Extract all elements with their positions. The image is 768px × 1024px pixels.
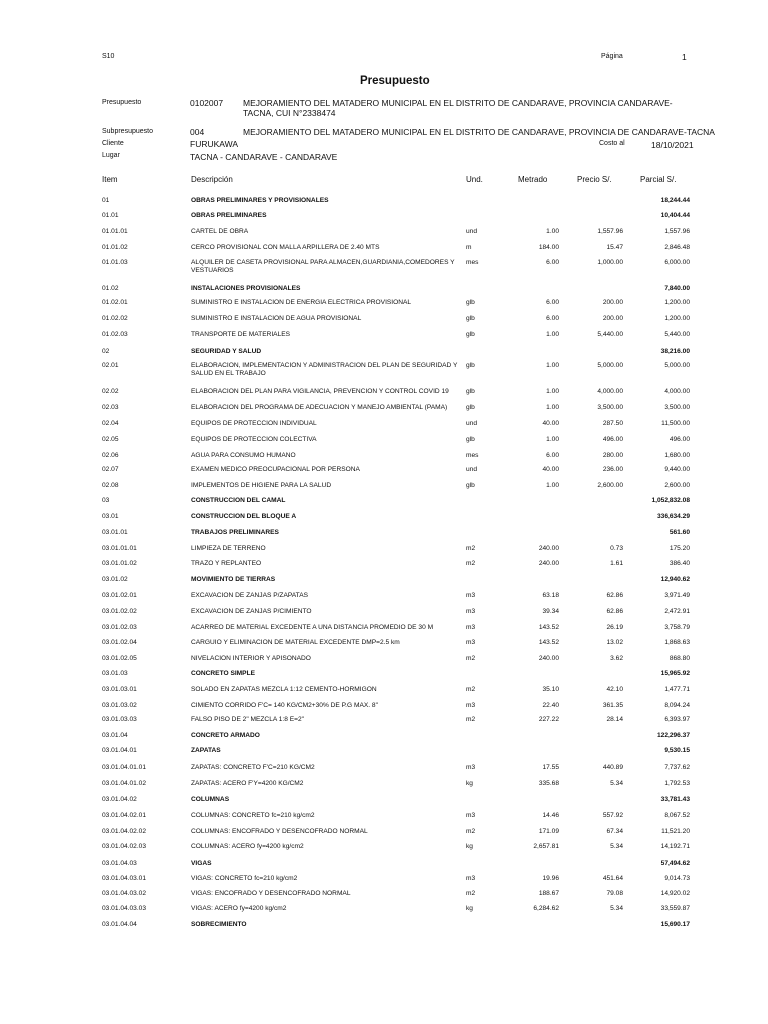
row-unit: kg xyxy=(466,780,473,787)
row-unit: kg xyxy=(466,843,473,850)
row-parcial: 5,440.00 xyxy=(664,331,690,338)
row-item: 02.01 xyxy=(102,362,119,369)
row-description: ZAPATAS: CONCRETO F'C=210 KG/CM2 xyxy=(191,764,315,771)
row-unit: kg xyxy=(466,905,473,912)
row-precio: 3,500.00 xyxy=(597,404,623,411)
row-precio: 42.10 xyxy=(606,686,623,693)
row-parcial: 57,494.62 xyxy=(660,860,690,867)
row-metrado: 6.00 xyxy=(546,299,559,306)
row-parcial: 9,440.00 xyxy=(664,466,690,473)
costo-label: Costo al xyxy=(599,140,625,147)
row-description: ALQUILER DE CASETA PROVISIONAL PARA ALMACEN,GUARDIANIA,COMEDORES Y VESTUARIOS xyxy=(191,259,455,274)
row-item: 02 xyxy=(102,348,110,355)
row-item: 03.01.03.02 xyxy=(102,702,137,709)
row-description: SEGURIDAD Y SALUD xyxy=(191,348,262,355)
costo-date: 18/10/2021 xyxy=(651,140,694,150)
row-parcial: 1,868.63 xyxy=(664,639,690,646)
row-metrado: 6.00 xyxy=(546,452,559,459)
row-precio: 62.86 xyxy=(606,592,623,599)
row-item: 03.01 xyxy=(102,513,119,520)
lugar-label: Lugar xyxy=(102,152,120,159)
subpresupuesto-code: 004 xyxy=(190,127,205,137)
row-parcial: 336,634.29 xyxy=(656,513,690,520)
row-metrado: 240.00 xyxy=(538,545,559,552)
row-description: COLUMNAS xyxy=(191,796,230,803)
row-item: 01 xyxy=(102,197,110,204)
row-item: 03.01.04 xyxy=(102,732,128,739)
row-metrado: 184.00 xyxy=(538,244,559,251)
row-parcial: 2,846.48 xyxy=(664,244,690,251)
row-metrado: 6,284.62 xyxy=(533,905,559,912)
row-item: 01.01.03 xyxy=(102,259,128,266)
row-unit: m3 xyxy=(466,624,476,631)
row-parcial: 15,690.17 xyxy=(660,921,690,928)
row-precio: 361.35 xyxy=(602,702,623,709)
row-description: EXCAVACION DE ZANJAS P/ZAPATAS xyxy=(191,592,308,599)
row-description: TRAZO Y REPLANTEO xyxy=(191,560,262,567)
row-description: SOBRECIMIENTO xyxy=(191,921,247,928)
row-parcial: 386.40 xyxy=(669,560,690,567)
row-parcial: 1,200.00 xyxy=(664,315,690,322)
row-description: CARTEL DE OBRA xyxy=(191,228,249,235)
row-parcial: 4,000.00 xyxy=(664,388,690,395)
row-unit: und xyxy=(466,420,478,427)
row-item: 03.01.02 xyxy=(102,576,128,583)
row-unit: mes xyxy=(466,259,479,266)
row-parcial: 1,680.00 xyxy=(664,452,690,459)
row-parcial: 7,737.62 xyxy=(664,764,690,771)
col-parcial: Parcial S/. xyxy=(640,175,677,184)
row-item: 03.01.04.02 xyxy=(102,796,137,803)
row-unit: m3 xyxy=(466,608,476,615)
row-description: INSTALACIONES PROVISIONALES xyxy=(191,285,301,292)
row-unit: m2 xyxy=(466,545,476,552)
row-item: 02.06 xyxy=(102,452,119,459)
row-precio: 0.73 xyxy=(610,545,623,552)
row-metrado: 2,657.81 xyxy=(533,843,559,850)
row-parcial: 6,000.00 xyxy=(664,259,690,266)
row-item: 03.01.04.04 xyxy=(102,921,137,928)
row-parcial: 7,840.00 xyxy=(664,285,690,292)
row-unit: glb xyxy=(466,436,475,443)
row-precio: 5.34 xyxy=(610,780,623,787)
row-unit: m3 xyxy=(466,702,476,709)
presupuesto-code: 0102007 xyxy=(190,98,224,108)
row-description: CERCO PROVISIONAL CON MALLA ARPILLERA DE 2.40 MTS xyxy=(191,244,380,251)
row-unit: mes xyxy=(466,452,479,459)
row-precio: 5.34 xyxy=(610,843,623,850)
row-precio: 5,000.00 xyxy=(597,362,623,369)
row-description: SUMINISTRO E INSTALACION DE ENERGIA ELECTRICA PROVISIONAL xyxy=(191,299,412,306)
row-description: VIGAS: ACERO fy=4200 kg/cm2 xyxy=(191,905,287,912)
row-unit: glb xyxy=(466,299,475,306)
row-parcial: 10,404.44 xyxy=(660,212,690,219)
row-unit: m3 xyxy=(466,764,476,771)
row-item: 03.01.01.02 xyxy=(102,560,137,567)
row-precio: 496.00 xyxy=(602,436,623,443)
row-metrado: 35.10 xyxy=(542,686,559,693)
row-item: 03.01.04.02.02 xyxy=(102,828,146,835)
row-item: 01.01.01 xyxy=(102,228,128,235)
row-metrado: 335.68 xyxy=(538,780,559,787)
row-description: TRANSPORTE DE MATERIALES xyxy=(191,331,291,338)
row-description: CIMIENTO CORRIDO F'C= 140 KG/CM2+30% DE P.G MAX. 8" xyxy=(191,702,378,709)
row-precio: 5.34 xyxy=(610,905,623,912)
row-precio: 236.00 xyxy=(602,466,623,473)
row-precio: 451.64 xyxy=(602,875,623,882)
row-item: 01.02.01 xyxy=(102,299,128,306)
row-metrado: 14.46 xyxy=(542,812,559,819)
row-description: EXCAVACION DE ZANJAS P/CIMIENTO xyxy=(191,608,312,615)
row-precio: 557.92 xyxy=(602,812,623,819)
row-item: 03.01.04.01.02 xyxy=(102,780,146,787)
row-unit: m2 xyxy=(466,655,476,662)
row-parcial: 38,216.00 xyxy=(660,348,690,355)
row-unit: m2 xyxy=(466,686,476,693)
row-metrado: 6.00 xyxy=(546,315,559,322)
row-description: NIVELACION INTERIOR Y APISONADO xyxy=(191,655,311,662)
row-metrado: 63.18 xyxy=(542,592,559,599)
presupuesto-description: MEJORAMIENTO DEL MATADERO MUNICIPAL EN EL DISTRITO DE CANDARAVE, PROVINCIA CANDARAVE-TACNA, CUI N°2338474 xyxy=(243,98,673,118)
page-label: Página xyxy=(601,53,623,60)
row-description: EQUIPOS DE PROTECCION COLECTIVA xyxy=(191,436,317,443)
row-precio: 2,600.00 xyxy=(597,482,623,489)
row-metrado: 40.00 xyxy=(542,420,559,427)
cliente-value: FURUKAWA xyxy=(190,139,239,149)
row-parcial: 1,477.71 xyxy=(664,686,690,693)
row-precio: 15.47 xyxy=(606,244,623,251)
col-und: Und. xyxy=(466,175,483,184)
row-metrado: 6.00 xyxy=(546,259,559,266)
cliente-label: Cliente xyxy=(102,140,124,147)
row-description: AGUA PARA CONSUMO HUMANO xyxy=(191,452,296,459)
lugar-value: TACNA - CANDARAVE - CANDARAVE xyxy=(190,152,338,162)
document-title: Presupuesto xyxy=(360,75,430,87)
row-metrado: 39.34 xyxy=(542,608,559,615)
row-item: 03.01.04.03.02 xyxy=(102,890,146,897)
row-parcial: 122,296.37 xyxy=(656,732,690,739)
row-precio: 67.34 xyxy=(606,828,623,835)
row-precio: 1,000.00 xyxy=(597,259,623,266)
row-description: FALSO PISO DE 2" MEZCLA 1:8 E=2" xyxy=(191,716,304,723)
row-description: COLUMNAS: ENCOFRADO Y DESENCOFRADO NORMAL xyxy=(191,828,368,835)
row-unit: glb xyxy=(466,482,475,489)
row-precio: 5,440.00 xyxy=(597,331,623,338)
row-metrado: 240.00 xyxy=(538,560,559,567)
row-parcial: 9,014.73 xyxy=(664,875,690,882)
row-item: 02.03 xyxy=(102,404,119,411)
row-unit: m2 xyxy=(466,560,476,567)
row-item: 03.01.04.02.01 xyxy=(102,812,146,819)
row-unit: m3 xyxy=(466,875,476,882)
row-parcial: 3,971.49 xyxy=(664,592,690,599)
row-parcial: 1,792.53 xyxy=(664,780,690,787)
row-unit: und xyxy=(466,466,478,473)
col-item: Item xyxy=(102,175,118,184)
row-metrado: 143.52 xyxy=(538,639,559,646)
row-description: EQUIPOS DE PROTECCION INDIVIDUAL xyxy=(191,420,317,427)
row-precio: 1.61 xyxy=(610,560,623,567)
row-metrado: 1.00 xyxy=(546,482,559,489)
row-parcial: 6,393.97 xyxy=(664,716,690,723)
row-parcial: 3,758.79 xyxy=(664,624,690,631)
col-precio: Precio S/. xyxy=(577,175,612,184)
row-precio: 3.62 xyxy=(610,655,623,662)
row-description: SUMINISTRO E INSTALACION DE AGUA PROVISIONAL xyxy=(191,315,362,322)
row-item: 02.05 xyxy=(102,436,119,443)
row-parcial: 175.20 xyxy=(669,545,690,552)
row-description: LIMPIEZA DE TERRENO xyxy=(191,545,266,552)
row-description: OBRAS PRELIMINARES xyxy=(191,212,267,219)
row-description: COLUMNAS: CONCRETO fc=210 kg/cm2 xyxy=(191,812,315,819)
row-item: 03.01.03.01 xyxy=(102,686,137,693)
row-metrado: 1.00 xyxy=(546,436,559,443)
row-item: 03.01.01 xyxy=(102,529,128,536)
row-parcial: 3,500.00 xyxy=(664,404,690,411)
row-parcial: 8,067.52 xyxy=(664,812,690,819)
row-metrado: 40.00 xyxy=(542,466,559,473)
row-metrado: 19.96 xyxy=(542,875,559,882)
row-parcial: 561.60 xyxy=(669,529,690,536)
row-item: 03.01.02.02 xyxy=(102,608,137,615)
row-item: 01.02 xyxy=(102,285,119,292)
row-parcial: 1,200.00 xyxy=(664,299,690,306)
row-precio: 200.00 xyxy=(602,299,623,306)
presupuesto-label: Presupuesto xyxy=(102,99,142,106)
row-parcial: 2,472.91 xyxy=(664,608,690,615)
row-description: VIGAS xyxy=(191,860,212,867)
row-unit: m3 xyxy=(466,639,476,646)
row-item: 03.01.03 xyxy=(102,670,128,677)
row-parcial: 33,559.87 xyxy=(660,905,690,912)
row-description: TRABAJOS PRELIMINARES xyxy=(191,529,279,536)
row-unit: m xyxy=(466,244,472,251)
row-description: ZAPATAS xyxy=(191,747,221,754)
col-metrado: Metrado xyxy=(518,175,548,184)
row-metrado: 188.67 xyxy=(538,890,559,897)
col-descripcion: Descripción xyxy=(191,175,233,184)
row-metrado: 1.00 xyxy=(546,331,559,338)
row-unit: glb xyxy=(466,388,475,395)
row-item: 02.04 xyxy=(102,420,119,427)
row-parcial: 496.00 xyxy=(669,436,690,443)
row-unit: m3 xyxy=(466,592,476,599)
row-metrado: 1.00 xyxy=(546,228,559,235)
row-parcial: 1,557.96 xyxy=(664,228,690,235)
row-description: SOLADO EN ZAPATAS MEZCLA 1:12 CEMENTO-HORMIGON xyxy=(191,686,377,693)
row-item: 01.01 xyxy=(102,212,119,219)
row-metrado: 1.00 xyxy=(546,362,559,369)
row-description: VIGAS: ENCOFRADO Y DESENCOFRADO NORMAL xyxy=(191,890,351,897)
row-metrado: 22.40 xyxy=(542,702,559,709)
row-unit: m2 xyxy=(466,890,476,897)
row-description: ELABORACION DEL PROGRAMA DE ADECUACION Y MANEJO AMBIENTAL (PAMA) xyxy=(191,404,448,411)
row-description: EXAMEN MEDICO PREOCUPACIONAL POR PERSONA xyxy=(191,466,360,473)
row-metrado: 227.22 xyxy=(538,716,559,723)
row-description: CONCRETO SIMPLE xyxy=(191,670,255,677)
row-description: IMPLEMENTOS DE HIGIENE PARA LA SALUD xyxy=(191,482,332,489)
row-item: 03.01.04.03.01 xyxy=(102,875,146,882)
row-parcial: 11,500.00 xyxy=(661,420,690,427)
row-item: 02.08 xyxy=(102,482,119,489)
row-parcial: 14,192.71 xyxy=(660,843,690,850)
row-unit: glb xyxy=(466,404,475,411)
row-item: 03.01.04.01 xyxy=(102,747,137,754)
row-parcial: 33,781.43 xyxy=(660,796,690,803)
row-precio: 280.00 xyxy=(602,452,623,459)
row-item: 03.01.01.01 xyxy=(102,545,137,552)
row-metrado: 17.55 xyxy=(542,764,559,771)
row-description: OBRAS PRELIMINARES Y PROVISIONALES xyxy=(191,197,329,204)
row-item: 03.01.02.01 xyxy=(102,592,137,599)
row-parcial: 2,600.00 xyxy=(664,482,690,489)
row-item: 03.01.02.05 xyxy=(102,655,137,662)
row-metrado: 1.00 xyxy=(546,404,559,411)
row-metrado: 240.00 xyxy=(538,655,559,662)
row-parcial: 868.80 xyxy=(669,655,690,662)
page-number: 1 xyxy=(682,52,687,62)
row-unit: glb xyxy=(466,362,475,369)
row-description: CONSTRUCCION DEL CAMAL xyxy=(191,497,286,504)
software-tag: S10 xyxy=(102,53,115,60)
subpresupuesto-label: Subpresupuesto xyxy=(102,128,153,135)
row-unit: glb xyxy=(466,315,475,322)
row-description: ELABORACION DEL PLAN PARA VIGILANCIA, PREVENCION Y CONTROL COVID 19 xyxy=(191,388,449,395)
row-item: 02.02 xyxy=(102,388,119,395)
row-parcial: 12,940.62 xyxy=(660,576,690,583)
row-item: 03.01.04.02.03 xyxy=(102,843,146,850)
row-parcial: 1,052,832.08 xyxy=(651,497,690,504)
row-parcial: 18,244.44 xyxy=(660,197,690,204)
row-item: 03.01.04.01.01 xyxy=(102,764,146,771)
row-parcial: 8,094.24 xyxy=(664,702,690,709)
row-parcial: 9,530.15 xyxy=(664,747,690,754)
row-metrado: 1.00 xyxy=(546,388,559,395)
row-description: CONSTRUCCION DEL BLOQUE A xyxy=(191,513,297,520)
row-item: 03.01.04.03.03 xyxy=(102,905,146,912)
row-item: 03.01.02.04 xyxy=(102,639,137,646)
row-precio: 26.19 xyxy=(606,624,623,631)
row-item: 03.01.02.03 xyxy=(102,624,137,631)
row-item: 02.07 xyxy=(102,466,119,473)
row-item: 01.02.03 xyxy=(102,331,128,338)
row-precio: 28.14 xyxy=(606,716,623,723)
row-description: CONCRETO ARMADO xyxy=(191,732,260,739)
row-description: VIGAS: CONCRETO fc=210 kg/cm2 xyxy=(191,875,298,882)
row-description: ACARREO DE MATERIAL EXCEDENTE A UNA DISTANCIA PROMEDIO DE 30 M xyxy=(191,624,434,631)
row-description: ZAPATAS: ACERO F'Y=4200 KG/CM2 xyxy=(191,780,304,787)
row-description: MOVIMIENTO DE TIERRAS xyxy=(191,576,276,583)
row-precio: 13.02 xyxy=(606,639,623,646)
row-item: 01.01.02 xyxy=(102,244,128,251)
row-precio: 1,557.96 xyxy=(597,228,623,235)
row-description: CARGUIO Y ELIMINACION DE MATERIAL EXCEDENTE DMP=2.5 km xyxy=(191,639,400,646)
row-parcial: 15,965.92 xyxy=(660,670,690,677)
row-unit: und xyxy=(466,228,478,235)
row-precio: 200.00 xyxy=(602,315,623,322)
row-metrado: 143.52 xyxy=(538,624,559,631)
row-item: 01.02.02 xyxy=(102,315,128,322)
row-unit: glb xyxy=(466,331,475,338)
row-precio: 440.89 xyxy=(602,764,623,771)
row-item: 03 xyxy=(102,497,110,504)
row-precio: 79.08 xyxy=(606,890,623,897)
row-precio: 4,000.00 xyxy=(597,388,623,395)
row-unit: m3 xyxy=(466,812,476,819)
row-parcial: 14,920.02 xyxy=(660,890,690,897)
row-parcial: 11,521.20 xyxy=(661,828,690,835)
row-parcial: 5,000.00 xyxy=(664,362,690,369)
row-metrado: 171.09 xyxy=(538,828,559,835)
row-item: 03.01.04.03 xyxy=(102,860,137,867)
row-unit: m2 xyxy=(466,716,476,723)
row-item: 03.01.03.03 xyxy=(102,716,137,723)
subpresupuesto-description: MEJORAMIENTO DEL MATADERO MUNICIPAL EN EL DISTRITO DE CANDARAVE, PROVINCIA DE CANDARAVE-TACNA xyxy=(243,127,715,137)
row-description: COLUMNAS: ACERO fy=4200 kg/cm2 xyxy=(191,843,304,850)
row-precio: 62.86 xyxy=(606,608,623,615)
row-precio: 287.50 xyxy=(602,420,623,427)
row-description: ELABORACION, IMPLEMENTACION Y ADMINISTRACION DEL PLAN DE SEGURIDAD Y SALUD EN EL TRABAJO xyxy=(191,362,458,377)
row-unit: m2 xyxy=(466,828,476,835)
